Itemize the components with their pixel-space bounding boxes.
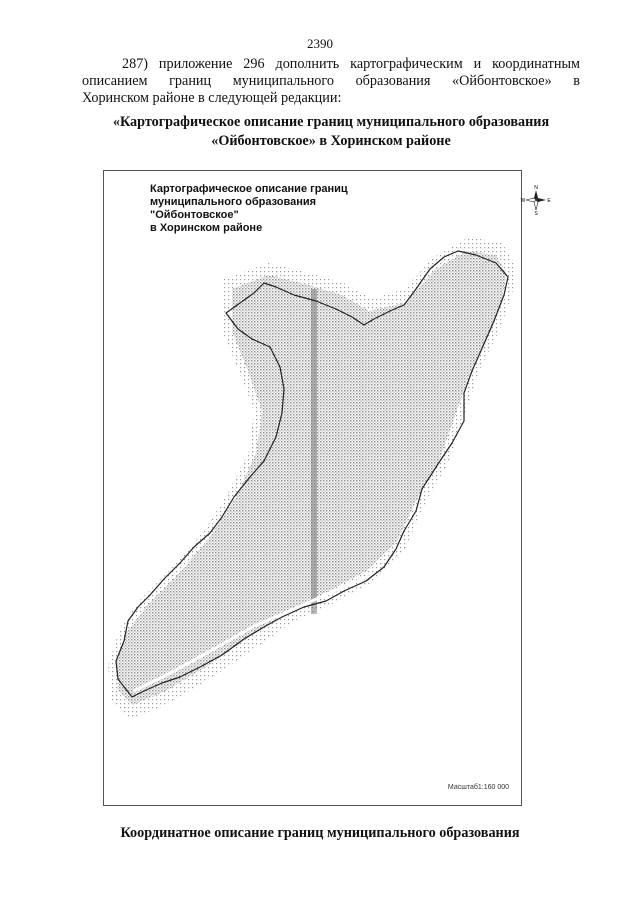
- map-title-line-4: в Хоринском районе: [150, 222, 263, 234]
- section-heading: [82, 113, 580, 151]
- map-title-line-3: "Ойбонтовское": [150, 209, 239, 221]
- heading-line-1: «Картографическое описание границ муниципального образования: [112, 114, 550, 130]
- intro-line-3: Хоринском районе в следующей редакции:: [82, 90, 342, 106]
- map-title: [150, 183, 410, 235]
- compass-s: S: [534, 211, 538, 216]
- heading-line-2: «Ойбонтовское» в Хоринском районе: [211, 133, 451, 149]
- intro-paragraph: [82, 56, 580, 107]
- map-title-line-2: муниципального образования: [150, 196, 317, 208]
- compass-e: E: [547, 198, 551, 204]
- compass-w: W: [520, 198, 526, 204]
- map-scale: Масштаб1:160 000: [447, 784, 509, 791]
- map-image: [104, 171, 521, 805]
- map-frame: [103, 170, 551, 806]
- meridian-band: [311, 289, 317, 614]
- compass-rose-icon: [520, 184, 552, 216]
- map-title-line-1: Картографическое описание границ: [150, 183, 348, 195]
- coordinate-heading: Координатное описание границ муниципального образования: [120, 825, 520, 841]
- intro-line-1: 287) приложение 296 дополнить картографическим и координатным: [122, 56, 580, 72]
- intro-line-2: описанием границ муниципального образования «Ойбонтовское» в: [82, 73, 580, 89]
- page-number: 2390: [307, 36, 333, 51]
- compass-n: N: [534, 185, 538, 191]
